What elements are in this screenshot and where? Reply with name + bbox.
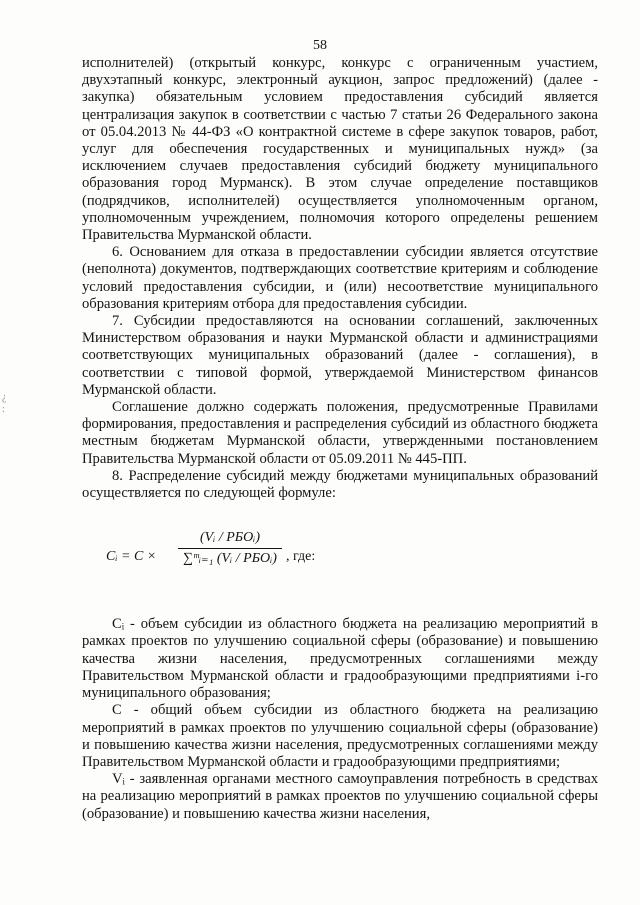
paragraph-procurement: исполнителей) (открытый конкурс, конкурс с ограниченным участием, двухэтапный конкурс, электронный аукцион, запрос предложений) (далее - закупка) обязательным условием предоставления субсидий является централизация закупок в соответствии с частью 7 статьи 26 Федерального закона от 05.04.2013 № 44-ФЗ «О контрактной системе в сфере закупок товаров, работ, услуг для обеспечения государственных и муниципальных нужд» (за исключением случаев предоставления субсидий бюджету муниципального образования город Мурманск). В этом случае определение поставщиков (подрядчиков, исполнителей) осуществляется уполномоченным органом, уполномоченным учреждением, полномочия которого определены решением Правительства Мурманской области. xyxy=(82,55,598,244)
subsidy-formula xyxy=(82,524,598,592)
formula-tail: , где: xyxy=(286,549,316,565)
formula-denominator: ∑ᵐᵢ₌₁ (Vᵢ / РБОᵢ) xyxy=(183,551,277,567)
formula-lhs: Cᵢ = C × xyxy=(106,549,157,565)
paragraph-agreement-content: Соглашение должно содержать положения, предусмотренные Правилами формирования, предоставления и распределения субсидий из областного бюджета местным бюджетам Мурманской области, утвержденными постановлением Правительства Мурманской области от 05.09.2011 № 445-ПП. xyxy=(82,399,598,467)
paragraph-refusal-grounds: 6. Основанием для отказа в предоставлении субсидии является отсутствие (неполнота) документов, подтверждающих соответствие критериям и соблюдение условий предоставления субсидии, и (или) несоответствие муниципального образования критериям отбора для предоставления субсидии. xyxy=(82,244,598,312)
definition-vi: Vᵢ - заявленная органами местного самоуправления потребность в средствах на реализацию мероприятий в рамках проектов по улучшению социальной сферы (образование) и повышению качества жизни населения, xyxy=(82,771,598,822)
paragraph-agreements: 7. Субсидии предоставляются на основании соглашений, заключенных Министерством образования и науки Мурманской области и администрациями соответствующих муниципальных образований (далее - соглашения), в соответствии с типовой формой, утверждаемой Министерством финансов Мурманской области. xyxy=(82,313,598,398)
margin-mark: ¿ xyxy=(2,392,7,403)
definition-c: С - общий объем субсидии из областного бюджета на реализацию мероприятий в рамках проектов по улучшению социальной сферы (образование) и повышению качества жизни населения, предусмотренных соглашениями между Правительством Мурманской области и градообразующими предприятиями; xyxy=(82,702,598,770)
formula-fraction xyxy=(178,529,282,567)
formula-numerator: (Vᵢ / РБОᵢ) xyxy=(178,529,282,549)
document-body xyxy=(82,55,598,823)
page-number: 58 xyxy=(313,38,327,53)
margin-mark: : xyxy=(2,404,5,415)
definition-ci: Cᵢ - объем субсидии из областного бюджета на реализацию мероприятий в рамках проектов по улучшению социальной сферы (образование) и повышению качества жизни населения, предусмотренных соглашениями между Правительством Мурманской области и градообразующими предприятиями i-го муниципального образования; xyxy=(82,616,598,702)
paragraph-distribution: 8. Распределение субсидий между бюджетами муниципальных образований осуществляется по следующей формуле: xyxy=(82,467,598,502)
